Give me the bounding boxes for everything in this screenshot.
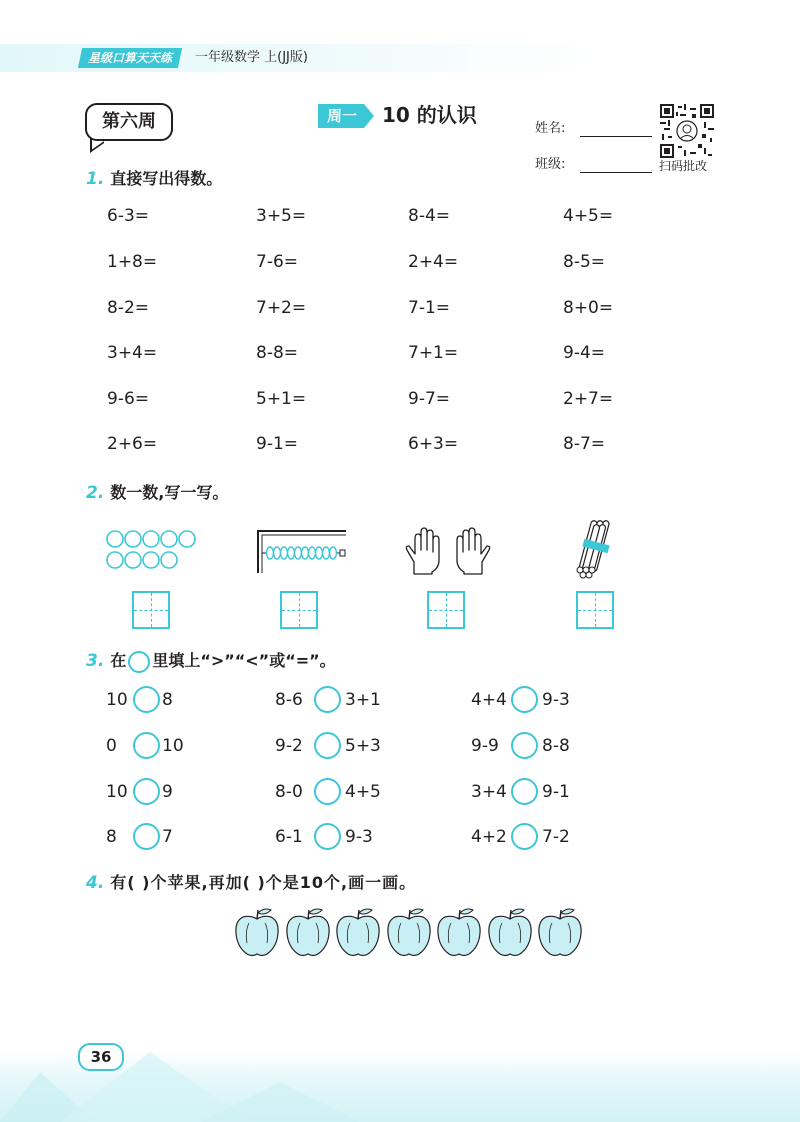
- answer-box-abacus[interactable]: [280, 591, 318, 629]
- q1-equation[interactable]: 6+3=: [408, 434, 459, 454]
- name-field[interactable]: [580, 136, 652, 137]
- q3-right-expr: 9: [162, 782, 173, 802]
- lesson-title: 10 的认识: [382, 103, 477, 127]
- q3-answer-circle[interactable]: [133, 778, 160, 805]
- stick-bundle-picture: [571, 518, 615, 580]
- q3-left-expr: 4+4: [471, 690, 507, 710]
- q1-equation[interactable]: 8-5=: [563, 252, 606, 272]
- q1-equation[interactable]: 4+5=: [563, 206, 614, 226]
- q2-number: 2.: [86, 483, 105, 503]
- q1-equation[interactable]: 8+0=: [563, 298, 614, 318]
- q2-title: [86, 482, 228, 504]
- q4-title: [86, 872, 416, 894]
- series-badge: 星级口算天天练: [78, 48, 182, 68]
- q3-answer-circle[interactable]: [314, 778, 341, 805]
- qr-code-icon[interactable]: [660, 104, 714, 158]
- answer-box-hands[interactable]: [427, 591, 465, 629]
- q3-right-expr: 3+1: [345, 690, 381, 710]
- class-field[interactable]: [580, 172, 652, 173]
- apple-icon: [435, 907, 483, 959]
- q3-left-expr: 10: [106, 782, 128, 802]
- q1-equation[interactable]: 9-6=: [107, 389, 150, 409]
- apple-icon: [486, 907, 534, 959]
- apple-icon: [284, 907, 332, 959]
- q1-equation[interactable]: 7+1=: [408, 343, 459, 363]
- q3-text-before: 在: [110, 651, 127, 670]
- q1-equation[interactable]: 6-3=: [107, 206, 150, 226]
- q4-number: 4.: [86, 873, 105, 893]
- q2-text: 数一数,写一写。: [110, 483, 229, 502]
- day-tag: 周一: [326, 107, 357, 125]
- q1-text: 直接写出得数。: [110, 169, 223, 188]
- apple-row: [233, 907, 593, 959]
- q3-text-after: 里填上“>”“<”或“=”。: [152, 651, 336, 670]
- q1-equation[interactable]: 7-1=: [408, 298, 451, 318]
- q3-title-ring-icon: [128, 651, 150, 673]
- q1-equation[interactable]: 5+1=: [256, 389, 307, 409]
- q3-left-expr: 8-6: [275, 690, 303, 710]
- name-label: 姓名:: [535, 121, 566, 136]
- q1-equation[interactable]: 7+2=: [256, 298, 307, 318]
- apple-icon: [334, 907, 382, 959]
- q3-answer-circle[interactable]: [314, 823, 341, 850]
- q3-answer-circle[interactable]: [511, 732, 538, 759]
- q3-right-expr: 5+3: [345, 736, 381, 756]
- q3-right-expr: 9-3: [542, 690, 570, 710]
- q3-right-expr: 8-8: [542, 736, 570, 756]
- q3-right-expr: 8: [162, 690, 173, 710]
- q1-equation[interactable]: 3+4=: [107, 343, 158, 363]
- q3-answer-circle[interactable]: [133, 823, 160, 850]
- q1-equation[interactable]: 8-7=: [563, 434, 606, 454]
- q4-text: 有( )个苹果,再加( )个是10个,画一画。: [110, 873, 417, 892]
- q3-answer-circle[interactable]: [511, 778, 538, 805]
- q3-right-expr: 7: [162, 827, 173, 847]
- apple-icon: [233, 907, 281, 959]
- q3-right-expr: 9-1: [542, 782, 570, 802]
- q3-title: [86, 650, 336, 673]
- apple-icon: [536, 907, 584, 959]
- qr-caption: 扫码批改: [659, 159, 708, 173]
- q1-equation[interactable]: 2+4=: [408, 252, 459, 272]
- class-label: 班级:: [535, 157, 566, 172]
- q3-right-expr: 9-3: [345, 827, 373, 847]
- q3-answer-circle[interactable]: [314, 732, 341, 759]
- q1-equation[interactable]: 2+6=: [107, 434, 158, 454]
- q3-left-expr: 3+4: [471, 782, 507, 802]
- q3-answer-circle[interactable]: [511, 823, 538, 850]
- q3-left-expr: 9-9: [471, 736, 499, 756]
- q1-title: [86, 168, 222, 190]
- ten-circles-picture: [106, 529, 202, 571]
- q3-left-expr: 8: [106, 827, 117, 847]
- q3-left-expr: 6-1: [275, 827, 303, 847]
- q1-equation[interactable]: 7-6=: [256, 252, 299, 272]
- two-hands-picture: [404, 526, 492, 576]
- book-subtitle: 一年级数学 上(JJ版): [195, 50, 308, 65]
- q1-equation[interactable]: 9-1=: [256, 434, 299, 454]
- q1-equation[interactable]: 9-7=: [408, 389, 451, 409]
- q1-equation[interactable]: 2+7=: [563, 389, 614, 409]
- q1-equation[interactable]: 9-4=: [563, 343, 606, 363]
- week-label: 第六周: [85, 103, 173, 141]
- q1-equation[interactable]: 1+8=: [107, 252, 158, 272]
- q3-left-expr: 10: [106, 690, 128, 710]
- q3-right-expr: 10: [162, 736, 184, 756]
- page-number: 36: [78, 1043, 124, 1071]
- q3-answer-circle[interactable]: [133, 686, 160, 713]
- abacus-picture: [256, 527, 348, 575]
- q3-answer-circle[interactable]: [133, 732, 160, 759]
- q1-equation[interactable]: 8-8=: [256, 343, 299, 363]
- q1-equation[interactable]: 8-2=: [107, 298, 150, 318]
- q3-right-expr: 7-2: [542, 827, 570, 847]
- q3-left-expr: 9-2: [275, 736, 303, 756]
- answer-box-sticks[interactable]: [576, 591, 614, 629]
- q3-left-expr: 0: [106, 736, 117, 756]
- q1-equation[interactable]: 3+5=: [256, 206, 307, 226]
- q3-number: 3.: [86, 651, 105, 671]
- q1-equation[interactable]: 8-4=: [408, 206, 451, 226]
- q3-right-expr: 4+5: [345, 782, 381, 802]
- q3-answer-circle[interactable]: [511, 686, 538, 713]
- q1-number: 1.: [86, 169, 105, 189]
- q3-left-expr: 4+2: [471, 827, 507, 847]
- q3-answer-circle[interactable]: [314, 686, 341, 713]
- apple-icon: [385, 907, 433, 959]
- q3-left-expr: 8-0: [275, 782, 303, 802]
- answer-box-circles[interactable]: [132, 591, 170, 629]
